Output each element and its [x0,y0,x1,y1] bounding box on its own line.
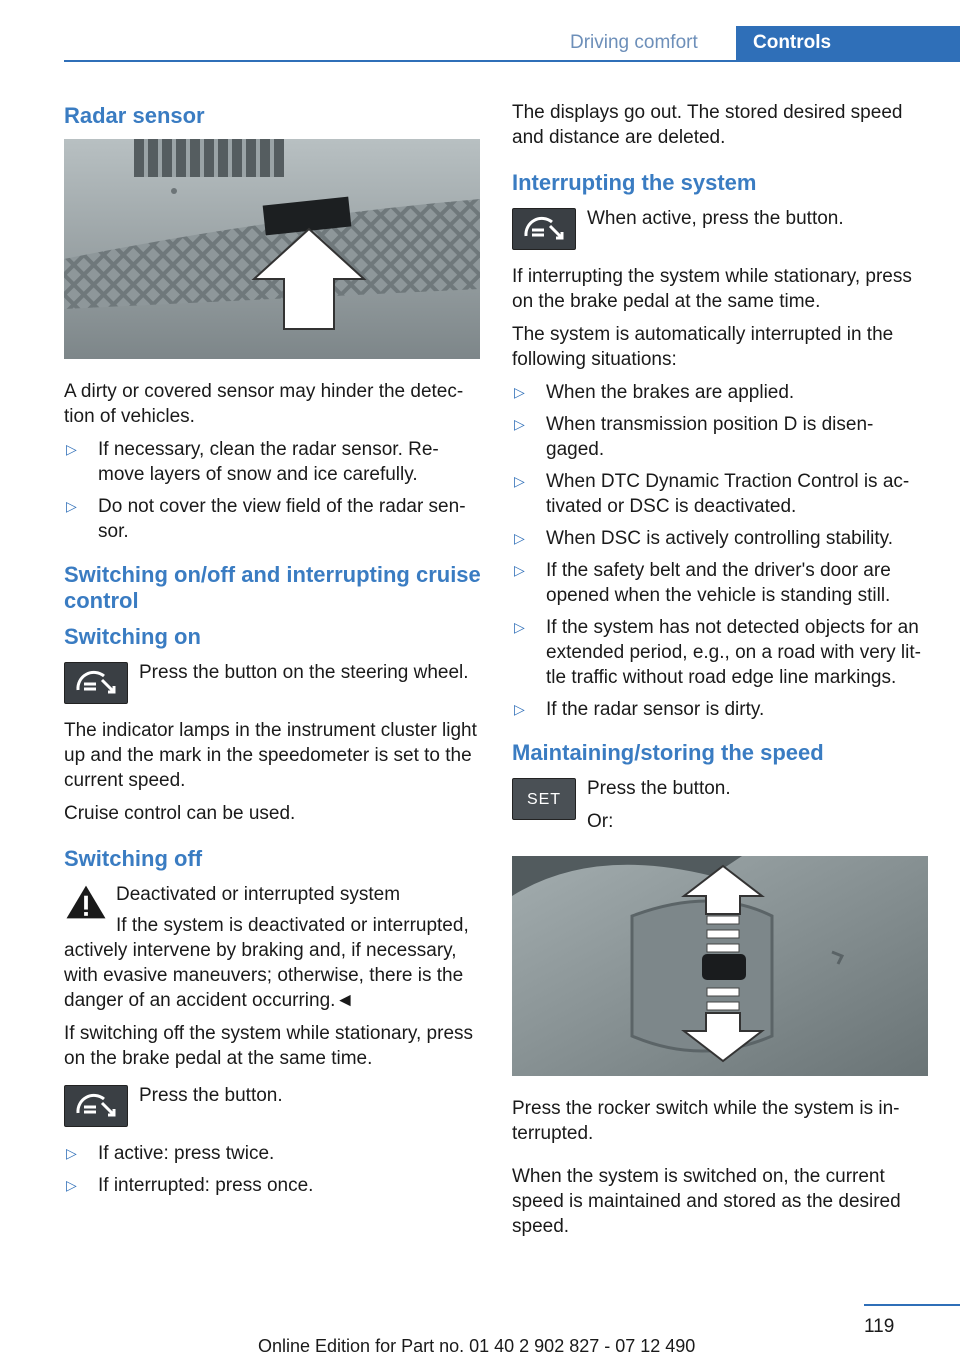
switch-off-instruction [64,1083,482,1133]
bullet-icon: ▷ [514,619,525,635]
interrupt-instruction [512,206,930,256]
set-instruction [512,776,930,836]
radar-sensor-text: A dirty or covered sensor may hinder the detec-tion of vehicles. [64,381,464,427]
set-label: SET [526,790,562,808]
radar-sensor-image [64,139,480,359]
set-button-icon [512,778,576,820]
rocker-switch-illustration [512,856,928,1076]
radar-sensor-illustration [64,139,480,359]
displays-text: The displays go out. The stored desired speed and distance are deleted. [512,102,903,148]
list-item: ▷ When DSC is actively controlling stability. [514,528,894,549]
footer-rule [864,1304,960,1306]
cruise-control-icon [74,1093,118,1119]
storing-speed-heading: Maintaining/storing the speed [512,740,824,765]
cruise-control-button-icon [64,662,128,704]
bullet-icon: ▷ [514,562,525,578]
warning-triangle-icon [64,882,108,922]
switch-off-bullet-list [64,1141,482,1198]
switch-on-text: Press the button on the steering wheel. [139,662,469,683]
list-item: ▷ If the radar sensor is dirty. [514,699,765,720]
radar-bullet-list [64,437,482,544]
list-item: ▷ If necessary, clean the radar sensor. Re-move layers of snow and ice carefully. [66,439,439,485]
list-item: ▷ When DTC Dynamic Traction Control is ac-tivated or DSC is deactivated. [514,471,910,517]
switch-on-text-1: The indicator lamps in the instrument cluster light up and the mark in the speedometer is set to the current speed. [64,720,477,791]
switch-off-text: If switching off the system while stationary, press on the brake pedal at the same time. [64,1023,474,1069]
warning-notice [64,882,482,1013]
interrupting-heading: Interrupting the system [512,170,757,195]
list-item: ▷ If interrupted: press once. [66,1175,314,1196]
warning-body: If the system is deactivated or interrupted, actively intervene by braking and, if necessary, with evasive maneuvers; otherwise, there is the danger of an accident occurring.◄ [64,915,469,1011]
list-item: ▷ If the system has not detected objects for an extended period, e.g., on a road with very lit-tle traffic without road edge line markings. [514,617,921,688]
bullet-icon: ▷ [514,473,525,489]
edition-text: Online Edition for Part no. 01 40 2 902 827 - 07 12 490 [258,1336,696,1356]
interrupt-button-text: When active, press the button. [587,208,844,229]
left-column [64,100,482,1216]
set-or-text: Or: [587,811,614,832]
switch-on-instruction [64,660,482,710]
steering-wheel-rocker-image [512,856,928,1076]
cruise-control-icon [522,216,566,242]
header-tab-controls: Controls [736,26,960,62]
bullet-icon: ▷ [66,1145,77,1161]
list-item: ▷ When transmission position D is disen-gaged. [514,414,874,460]
interrupt-text-2: The system is automatically interrupted in the following situations: [512,324,894,370]
page-number: 119 [864,1316,895,1337]
bullet-icon: ▷ [514,416,525,432]
switching-heading: Switching on/off and interrupting cruise control [64,562,481,613]
cruise-control-button-icon [64,1085,128,1127]
list-item: ▷ Do not cover the view field of the radar sen-sor. [66,496,466,542]
header-rule [64,60,960,62]
bullet-icon: ▷ [66,498,77,514]
warning-title: Deactivated or interrupted system [116,884,401,905]
stored-speed-text: When the system is switched on, the current speed is maintained and stored as the desired speed. [512,1166,901,1237]
interrupt-text-1: If interrupting the system while stationary, press on the brake pedal at the same time. [512,266,912,312]
bullet-icon: ▷ [514,384,525,400]
interrupt-bullet-list [512,380,930,722]
set-button-text: Press the button. [587,778,731,799]
switch-on-text-2: Cruise control can be used. [64,803,296,824]
header-section: Driving comfort [570,32,698,53]
radar-sensor-heading: Radar sensor [64,103,205,128]
switching-on-heading: Switching on [64,624,201,649]
switching-off-heading: Switching off [64,846,203,871]
bullet-icon: ▷ [514,701,525,717]
cruise-control-button-icon [512,208,576,250]
right-column [512,100,930,1247]
bullet-icon: ▷ [66,441,77,457]
list-item: ▷ If the safety belt and the driver's door are opened when the vehicle is standing still. [514,560,891,606]
cruise-control-icon [74,670,118,696]
list-item: ▷ When the brakes are applied. [514,382,795,403]
bullet-icon: ▷ [66,1177,77,1193]
list-item: ▷ If active: press twice. [66,1143,275,1164]
rocker-text: Press the rocker switch while the system is in-terrupted. [512,1098,900,1144]
bullet-icon: ▷ [514,530,525,546]
switch-off-button-text: Press the button. [139,1085,283,1106]
